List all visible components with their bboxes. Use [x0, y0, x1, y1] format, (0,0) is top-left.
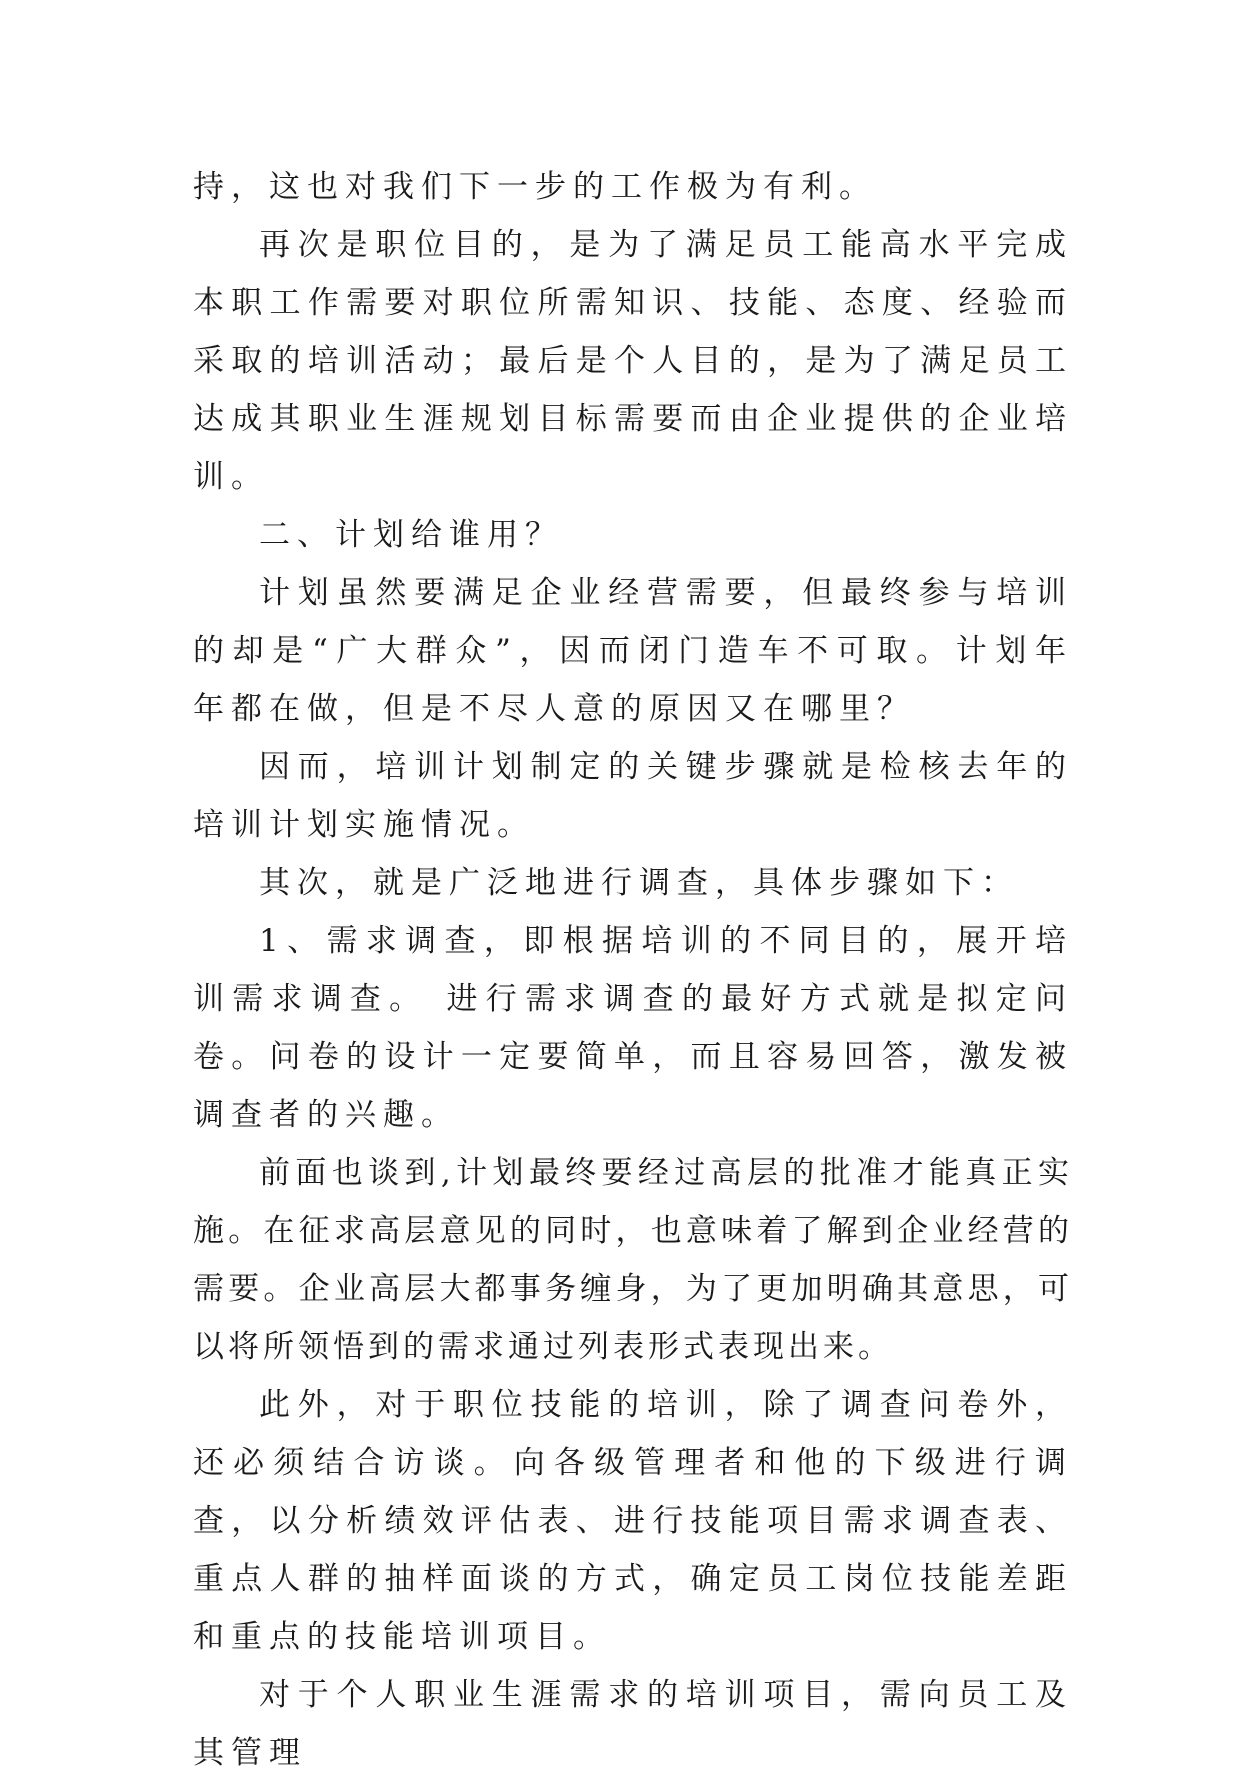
paragraph-plan-needs: 计划虽然要满足企业经营需要，但最终参与培训的却是“广大群众”，因而闭门造车不可取。计划年年都在做，但是不尽人意的原因又在哪里？ — [193, 575, 1073, 727]
paragraph-needs-survey: 1、需求调查，即根据培训的不同目的，展开培训需求调查。 进行需求调查的最好方式就是拟定问卷。问卷的设计一定要简单，而且容易回答，激发被调查者的兴趣。 — [193, 923, 1073, 1133]
paragraph-position-purpose: 再次是职位目的，是为了满足员工能高水平完成本职工作需要对职位所需知识、技能、态度、经验而采取的培训活动；最后是个人目的，是为了满足员工达成其职业生涯规划目标需要而由企业提供的企业培训。 — [193, 227, 1073, 495]
paragraph-leadership-approval: 前面也谈到,计划最终要经过高层的批准才能真正实施。在征求高层意见的同时，也意味着了解到企业经营的需要。企业高层大都事务缠身，为了更加明确其意思，可以将所领悟到的需求通过列表形式表现出来。 — [193, 1155, 1073, 1365]
paragraph-skills-interview: 此外，对于职位技能的培训，除了调查问卷外，还必须结合访谈。向各级管理者和他的下级进行调查，以分析绩效评估表、进行技能项目需求调查表、重点人群的抽样面谈的方式，确定员工岗位技能差距和重点的技能培训项目。 — [193, 1387, 1073, 1655]
paragraph-key-step: 因而，培训计划制定的关键步骤就是检核去年的培训计划实施情况。 — [193, 749, 1073, 843]
paragraph-career-needs: 对于个人职业生涯需求的培训项目，需向员工及其管理 — [193, 1677, 1073, 1771]
document-body — [193, 158, 1073, 1782]
paragraph-continuation: 持，这也对我们下一步的工作极为有利。 — [193, 169, 877, 205]
section-heading-plan-users: 二、计划给谁用？ — [259, 517, 563, 553]
paragraph-survey-intro: 其次，就是广泛地进行调查，具体步骤如下： — [259, 865, 1019, 901]
